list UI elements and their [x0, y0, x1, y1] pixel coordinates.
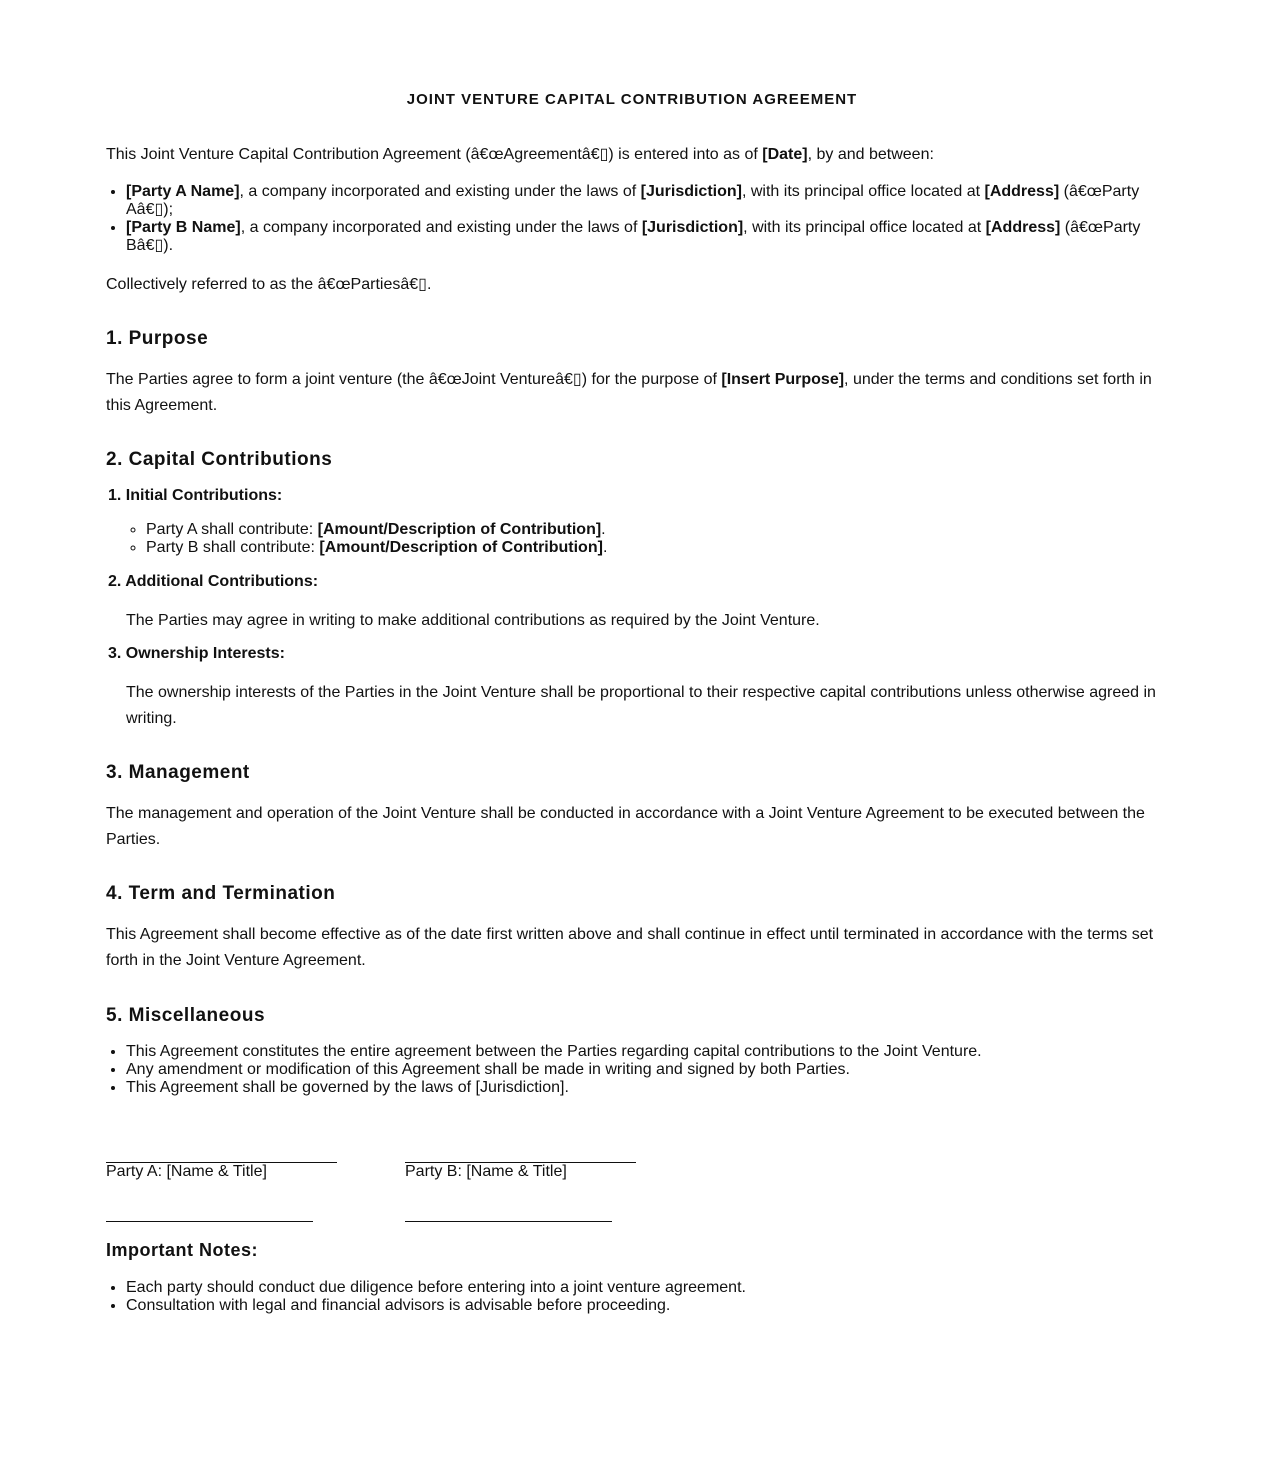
- signature-label-a: Party A: [Name & Title]: [106, 1163, 267, 1180]
- list-item: ◦ Party A shall contribute: [Amount/Description of Contribution].: [146, 521, 1158, 539]
- numbered-item-initial: 1. Initial Contributions:: [108, 487, 283, 504]
- management-paragraph: The management and operation of the Joint Venture shall be conducted in accordance with a Joint Venture Agreement to be executed between the Parties.: [106, 805, 1145, 848]
- list-item: • Consultation with legal and financial advisors is advisable before proceeding.: [126, 1297, 1158, 1315]
- intro-paragraph: This Joint Venture Capital Contribution Agreement (â€œAgreementâ€▯) is entered into as of [Date], by and between:: [106, 146, 934, 163]
- notes-list: [106, 1279, 1158, 1315]
- date-placeholder: [Date]: [762, 146, 808, 163]
- section-heading-management: 3. Management: [106, 762, 250, 783]
- document-title: JOINT VENTURE CAPITAL CONTRIBUTION AGREEMENT: [406, 91, 858, 108]
- section-heading-notes: Important Notes:: [106, 1240, 258, 1260]
- initial-contributions-list: [106, 521, 1158, 557]
- list-item: • This Agreement shall be governed by the laws of [Jurisdiction].: [126, 1079, 1158, 1097]
- list-item: • This Agreement constitutes the entire agreement between the Parties regarding capital contributions to the Joint Venture.: [126, 1043, 1158, 1061]
- list-item: ◦ Party B shall contribute: [Amount/Description of Contribution].: [146, 539, 1158, 557]
- list-item: • [Party A Name], a company incorporated and existing under the laws of [Jurisdiction], with its principal office located at [Address] (â€œParty Aâ€▯);: [126, 183, 1158, 219]
- section-heading-capital: 2. Capital Contributions: [106, 449, 333, 470]
- parties-list: [106, 183, 1158, 255]
- section-heading-misc: 5. Miscellaneous: [106, 1005, 266, 1026]
- list-item: • [Party B Name], a company incorporated and existing under the laws of [Jurisdiction], with its principal office located at [Address] (â€œParty Bâ€▯).: [126, 219, 1158, 255]
- signature-label-b: Party B: [Name & Title]: [405, 1163, 567, 1180]
- list-item: • Each party should conduct due diligence before entering into a joint venture agreement.: [126, 1279, 1158, 1297]
- notes-clip: [106, 1279, 1158, 1314]
- purpose-paragraph: The Parties agree to form a joint venture (the â€œJoint Ventureâ€▯) for the purpose of [Insert Purpose], under the terms and conditions set forth in this Agreement.: [106, 371, 1152, 414]
- collective-paragraph: Collectively referred to as the â€œPartiesâ€▯.: [106, 276, 432, 293]
- date-line-b: [405, 1221, 612, 1222]
- numbered-item-ownership: 3. Ownership Interests:: [108, 645, 285, 662]
- numbered-item-additional: 2. Additional Contributions:: [108, 573, 319, 590]
- list-item: • Any amendment or modification of this Agreement shall be made in writing and signed by both Parties.: [126, 1061, 1158, 1079]
- ownership-paragraph: The ownership interests of the Parties in the Joint Venture shall be proportional to their respective capital contributions unless otherwise agreed in writing.: [126, 684, 1156, 727]
- section-heading-purpose: 1. Purpose: [106, 328, 209, 349]
- term-paragraph: This Agreement shall become effective as of the date first written above and shall continue in effect until terminated in accordance with the terms set forth in the Joint Venture Agreement.: [106, 926, 1154, 969]
- additional-paragraph: The Parties may agree in writing to make additional contributions as required by the Joint Venture.: [126, 612, 820, 629]
- misc-list: [106, 1043, 1158, 1097]
- section-heading-term: 4. Term and Termination: [106, 883, 336, 904]
- date-line-a: [106, 1221, 313, 1222]
